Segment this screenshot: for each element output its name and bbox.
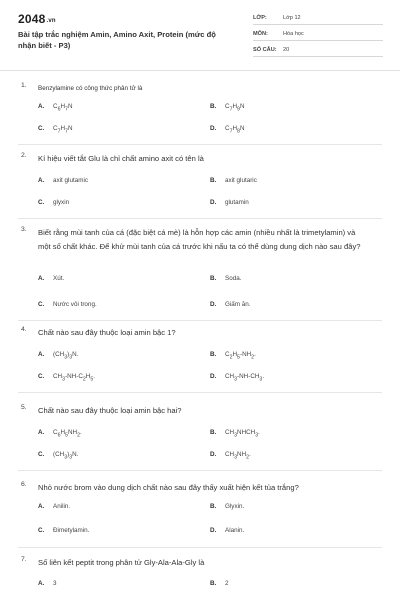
answer-option-c[interactable]	[38, 527, 90, 534]
option-letter: A.	[38, 103, 45, 110]
answer-option-c[interactable]	[38, 373, 96, 383]
option-text: Giấm ăn.	[225, 301, 251, 308]
option-letter: C.	[38, 199, 45, 206]
option-letter: A.	[38, 177, 45, 184]
option-text: Đimetylamin.	[53, 527, 90, 534]
meta-count-label: SỐ CÂU:	[253, 47, 277, 53]
answer-option-a[interactable]	[38, 177, 88, 184]
option-letter: A.	[38, 275, 45, 282]
question-number: 4.	[21, 326, 27, 333]
meta-count-value: 20	[283, 47, 290, 53]
question-number: 7.	[21, 556, 27, 563]
answer-option-b[interactable]	[210, 177, 257, 184]
option-text: $(CH_3)_3N$.	[53, 351, 79, 361]
option-text: 3	[53, 580, 57, 587]
option-text: $CH_3-NH-C_2H_5$.	[53, 373, 96, 383]
question-divider	[18, 144, 382, 145]
option-letter: C.	[38, 125, 45, 132]
option-text: $CH_3NHCH_3$.	[225, 429, 260, 439]
answer-option-c[interactable]	[38, 301, 97, 308]
question-text: Biết rằng mùi tanh của cá (đặc biệt cá mè) là hỗn hợp các amin (nhiều nhất là trimetylamin) và một số chất khác. Để khử mùi tanh của cá trước khi nấu ta có thể dùng dung dịch nào sau đây?	[38, 228, 361, 251]
answer-option-d[interactable]	[210, 373, 265, 383]
question-number: 6.	[21, 481, 27, 488]
answer-option-c[interactable]	[38, 199, 70, 206]
option-letter: C.	[38, 451, 45, 458]
answer-option-a[interactable]	[38, 275, 65, 282]
question-number: 1.	[21, 82, 27, 89]
question-divider	[18, 218, 382, 219]
answer-option-a[interactable]	[38, 429, 82, 439]
answer-option-d[interactable]	[210, 527, 245, 534]
question-divider	[18, 547, 382, 548]
answer-option-c[interactable]	[38, 125, 73, 135]
header-divider	[0, 70, 400, 71]
answer-option-d[interactable]	[210, 451, 251, 461]
option-letter: D.	[210, 373, 217, 380]
option-letter: C.	[38, 373, 45, 380]
question-divider	[18, 470, 382, 471]
question-text: Kí hiệu viết tắt Glu là chỉ chất amino axit có tên là	[38, 154, 204, 163]
meta-grade-value: Lớp 12	[283, 15, 301, 21]
worksheet-header	[0, 0, 400, 68]
answer-option-d[interactable]	[210, 301, 251, 308]
option-text: Alanin.	[225, 527, 245, 534]
question-number: 3.	[21, 226, 27, 233]
question-number: 2.	[21, 152, 27, 159]
option-letter: C.	[38, 301, 45, 308]
option-letter: B.	[210, 503, 217, 510]
question-text: Benzylamine có công thức phân tử là	[38, 85, 143, 92]
option-letter: A.	[38, 429, 45, 436]
option-letter: A.	[38, 351, 45, 358]
option-text: glutamin	[225, 199, 249, 206]
option-letter: B.	[210, 429, 217, 436]
option-letter: D.	[210, 199, 217, 206]
answer-option-a[interactable]	[38, 580, 57, 587]
option-letter: C.	[38, 527, 45, 534]
option-text: $C_6H_5NH_2$.	[53, 429, 82, 439]
option-text: $C_7H_8N$	[225, 125, 245, 135]
answer-option-b[interactable]	[210, 429, 260, 439]
option-text: Soda.	[225, 275, 242, 282]
option-text: $(CH_3)_3N$.	[53, 451, 79, 461]
answer-option-b[interactable]	[210, 103, 245, 113]
answer-option-d[interactable]	[210, 125, 245, 135]
answer-option-a[interactable]	[38, 503, 71, 510]
meta-subject	[253, 30, 383, 41]
answer-option-a[interactable]	[38, 103, 73, 113]
option-letter: A.	[38, 503, 45, 510]
option-text: 2	[225, 580, 229, 587]
option-text: $C_2H_5-NH_2$.	[225, 351, 256, 361]
answer-option-c[interactable]	[38, 451, 79, 461]
meta-grade	[253, 14, 383, 25]
option-text: Xút.	[53, 275, 65, 282]
answer-option-b[interactable]	[210, 351, 256, 361]
meta-subject-value: Hóa học	[283, 31, 304, 37]
option-letter: D.	[210, 125, 217, 132]
question-text: Chất nào sau đây thuộc loại amin bậc hai?	[38, 406, 182, 415]
option-text: Nước vôi trong.	[53, 301, 97, 308]
option-text: $CH_3-NH-CH_3$.	[225, 373, 265, 383]
question-divider	[18, 392, 382, 393]
option-letter: D.	[210, 451, 217, 458]
option-text: $CH_3NH_2$.	[225, 451, 251, 461]
option-text: $C_7H_7N$	[53, 125, 73, 135]
option-text: $C_7H_9N$	[225, 103, 245, 113]
meta-grade-label: LỚP:	[253, 15, 267, 21]
meta-question-count	[253, 46, 383, 57]
option-text: Glyxin.	[225, 503, 245, 510]
question-text: Số liên kết peptit trong phân tử Gly-Ala-Ala-Gly là	[38, 558, 205, 567]
answer-option-d[interactable]	[210, 199, 249, 206]
answer-option-b[interactable]	[210, 275, 242, 282]
option-text: Anilin.	[53, 503, 71, 510]
answer-option-b[interactable]	[210, 503, 245, 510]
worksheet-title: Bài tập trắc nghiệm Amin, Amino Axit, Protein (mức độ nhận biết - P3)	[18, 30, 216, 50]
question-text: Chất nào sau đây thuộc loại amin bậc 1?	[38, 328, 176, 337]
option-letter: D.	[210, 527, 217, 534]
option-letter: B.	[210, 580, 217, 587]
option-letter: A.	[38, 580, 45, 587]
option-letter: B.	[210, 275, 217, 282]
option-text: glyxin	[53, 199, 70, 206]
question-number: 5.	[21, 404, 27, 411]
question-text: Nhỏ nước brom vào dung dịch chất nào sau đây thấy xuất hiện kết tủa trắng?	[38, 483, 299, 492]
option-text: $C_6H_7N$	[53, 103, 73, 113]
meta-subject-label: MÔN:	[253, 31, 268, 37]
site-logo[interactable]: 2048.vn	[18, 12, 56, 26]
option-letter: D.	[210, 301, 217, 308]
option-text: axit glutamic	[53, 177, 88, 184]
option-letter: B.	[210, 351, 217, 358]
option-text: axit glutaric	[225, 177, 257, 184]
answer-option-a[interactable]	[38, 351, 79, 361]
question-divider	[18, 320, 382, 321]
answer-option-b[interactable]	[210, 580, 229, 587]
option-letter: B.	[210, 103, 217, 110]
option-letter: B.	[210, 177, 217, 184]
